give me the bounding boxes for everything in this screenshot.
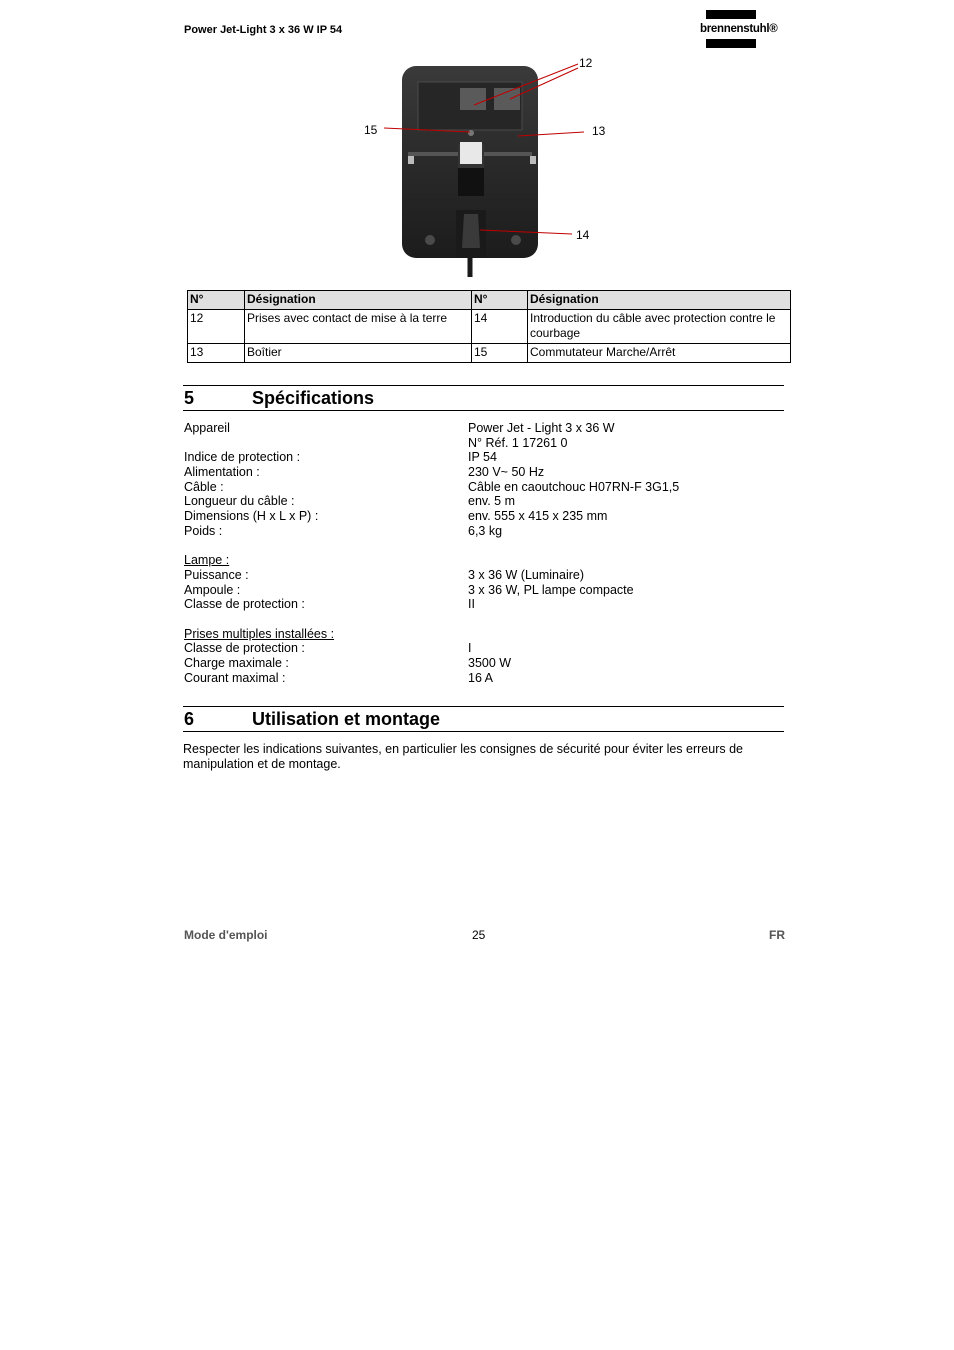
col-header-number: N°: [188, 291, 245, 310]
spec-label: Classe de protection :: [184, 597, 305, 612]
spec-row: [184, 553, 784, 568]
spec-row: [184, 450, 784, 465]
table-cell: 15: [472, 344, 528, 363]
spec-row: [184, 597, 784, 612]
spec-value: Power Jet - Light 3 x 36 W: [468, 421, 615, 435]
spec-value: 230 V~ 50 Hz: [468, 465, 545, 480]
section-5-heading: [183, 385, 784, 411]
spec-label: Courant maximal :: [184, 670, 286, 685]
spec-label: Lampe :: [184, 553, 230, 568]
parts-legend-table: [187, 290, 791, 363]
spec-label: Classe de protection :: [184, 641, 305, 656]
spec-row: [184, 465, 784, 480]
col-header-designation: Désignation: [528, 291, 791, 310]
product-photo: [360, 52, 620, 282]
spec-label: Ampoule :: [184, 582, 241, 597]
spec-value: IP 54: [468, 450, 497, 465]
table-cell: Commutateur Marche/Arrêt: [528, 344, 791, 363]
specifications-list: [184, 421, 784, 685]
spec-value: env. 555 x 415 x 235 mm: [468, 509, 608, 524]
callout-14: 14: [576, 228, 590, 242]
footer-language: FR: [769, 928, 785, 942]
spec-row: [184, 539, 784, 554]
spec-value: 3 x 36 W, PL lampe compacte: [468, 582, 634, 597]
table-cell: 12: [188, 310, 245, 344]
spec-value: 3500 W: [468, 656, 512, 670]
brand-logo: [698, 10, 786, 50]
section-number: 6: [184, 709, 195, 729]
section-6-heading: [183, 706, 784, 732]
spec-label: Alimentation :: [184, 465, 260, 480]
spec-row: [184, 421, 784, 436]
table-cell: 14: [472, 310, 528, 344]
spec-row: [184, 671, 784, 686]
spec-row: [184, 524, 784, 539]
section-number: 5: [184, 388, 195, 408]
spec-row: [184, 656, 784, 671]
logo-text: brennenstuhl®: [700, 23, 778, 35]
spec-label: Dimensions (H x L x P) :: [184, 509, 319, 524]
spec-value: 3 x 36 W (Luminaire): [468, 567, 585, 582]
section-title: Spécifications: [252, 388, 375, 408]
spec-row: [184, 494, 784, 509]
col-header-number: N°: [472, 291, 528, 310]
spec-label: Longueur du câble :: [184, 494, 295, 509]
spec-row: [184, 509, 784, 524]
table-cell: Introduction du câble avec protection contre le courbage: [528, 310, 791, 344]
table-row: [188, 310, 791, 344]
table-cell: Boîtier: [245, 344, 472, 363]
col-header-designation: Désignation: [245, 291, 472, 310]
table-cell: Prises avec contact de mise à la terre: [245, 310, 472, 344]
spec-value: env. 5 m: [468, 494, 516, 509]
spec-label: Indice de protection :: [184, 450, 301, 465]
callout-13: 13: [592, 124, 606, 138]
spec-row: [184, 436, 784, 451]
spec-value: 16 A: [468, 670, 494, 685]
footer-left: Mode d'emploi: [184, 928, 268, 942]
spec-row: [184, 480, 784, 495]
table-header-row: [188, 291, 791, 310]
spec-label: Prises multiples installées :: [184, 626, 335, 641]
spec-value: N° Réf. 1 17261 0: [468, 435, 568, 450]
spec-value: I: [468, 641, 472, 656]
spec-row: [184, 568, 784, 583]
page-number: 25: [472, 928, 486, 942]
spec-value: II: [468, 597, 475, 612]
spec-row: [184, 583, 784, 598]
socket-left: [460, 88, 486, 110]
spec-row: [184, 612, 784, 627]
spec-label: Câble :: [184, 479, 224, 494]
spec-label: Poids :: [184, 523, 223, 538]
callout-15: 15: [364, 123, 378, 137]
switch-shape: [468, 130, 474, 136]
spec-label: Appareil: [184, 421, 230, 435]
section-title: Utilisation et montage: [252, 709, 441, 729]
spec-row: [184, 641, 784, 656]
socket-right: [494, 88, 520, 110]
section-6-paragraph: Respecter les indications suivantes, en particulier les consignes de sécurité pour éviter les erreurs de manipulation et de montage.: [183, 742, 744, 771]
table-cell: 13: [188, 344, 245, 363]
table-row: [188, 344, 791, 363]
spec-row: [184, 627, 784, 642]
callout-12: 12: [579, 56, 593, 70]
spec-value: Câble en caoutchouc H07RN-F 3G1,5: [468, 479, 680, 494]
document-title: Power Jet-Light 3 x 36 W IP 54: [184, 24, 343, 36]
spec-value: 6,3 kg: [468, 523, 503, 538]
spec-label: Puissance :: [184, 567, 249, 582]
spec-label: Charge maximale :: [184, 656, 289, 670]
